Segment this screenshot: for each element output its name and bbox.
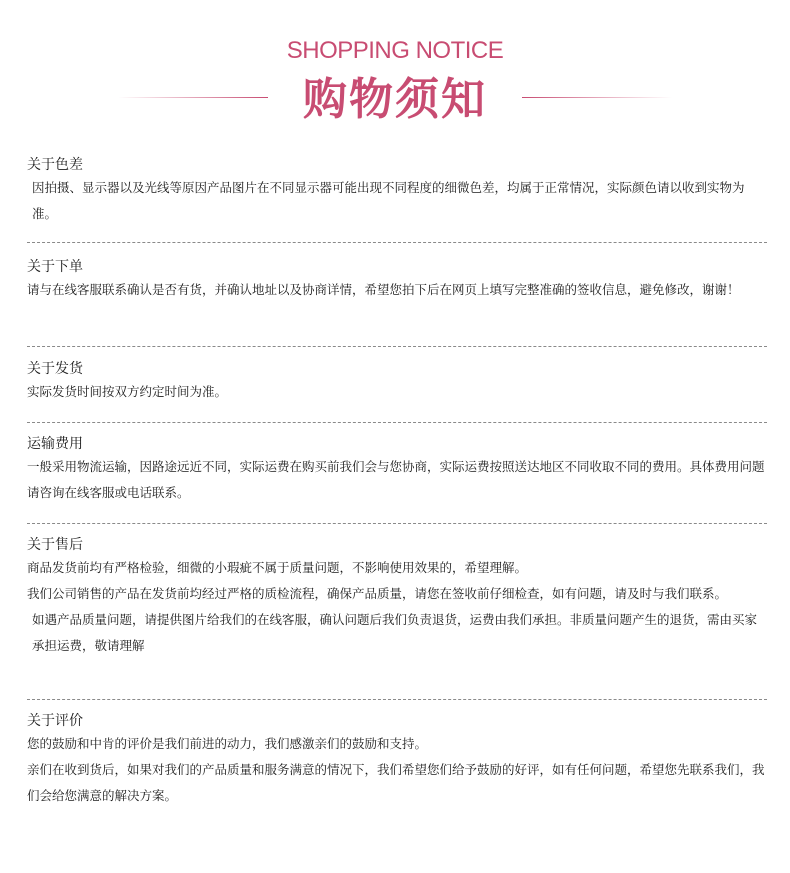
section-paragraph: 实际发货时间按双方约定时间为准。 xyxy=(27,384,228,399)
section-divider xyxy=(27,242,767,243)
section-title: 关于色差 xyxy=(27,157,83,173)
section-divider xyxy=(27,422,767,423)
section-title: 关于售后 xyxy=(27,537,83,553)
section-title: 运输费用 xyxy=(27,436,83,452)
header-rule-right xyxy=(522,97,672,98)
section-title: 关于评价 xyxy=(27,713,83,729)
section-color-difference xyxy=(27,155,767,227)
section-paragraph: 如遇产品质量问题，请提供图片给我们的在线客服，确认问题后我们负责退货，运费由我们承担。非质量问题产生的退货，需由买家承担运费，敬请理解 xyxy=(32,612,758,653)
section-divider xyxy=(27,523,767,524)
section-paragraph: 您的鼓励和中肯的评价是我们前进的动力，我们感激亲们的鼓励和支持。 xyxy=(27,736,428,751)
notice-header xyxy=(0,0,790,150)
section-title: 关于发货 xyxy=(27,361,83,377)
section-paragraph: 请与在线客服联系确认是否有货，并确认地址以及协商详情，希望您拍下后在网页上填写完整准确的签收信息，避免修改，谢谢！ xyxy=(27,282,740,297)
section-paragraph: 亲们在收到货后，如果对我们的产品质量和服务满意的情况下，我们希望您们给予鼓励的好评，如有任何问题，希望您先联系我们，我们会给您满意的解决方案。 xyxy=(27,762,765,803)
section-shipping xyxy=(27,359,767,405)
section-paragraph: 我们公司销售的产品在发货前均经过严格的质检流程，确保产品质量，请您在签收前仔细检查，如有问题，请及时与我们联系。 xyxy=(27,586,728,601)
section-shipping-cost xyxy=(27,434,767,506)
section-paragraph: 商品发货前均有严格检验，细微的小瑕疵不属于质量问题，不影响使用效果的，希望理解。 xyxy=(27,560,528,575)
section-title: 关于下单 xyxy=(27,259,83,275)
header-subtitle: SHOPPING NOTICE xyxy=(286,37,504,64)
section-after-sales xyxy=(27,535,767,659)
section-ordering xyxy=(27,257,767,303)
header-title: 购物须知 xyxy=(303,74,487,125)
section-reviews xyxy=(27,711,767,809)
section-paragraph: 一般采用物流运输，因路途远近不同，实际运费在购买前我们会与您协商，实际运费按照送达地区不同收取不同的费用。具体费用问题请咨询在线客服或电话联系。 xyxy=(27,459,765,500)
section-divider xyxy=(27,346,767,347)
section-divider xyxy=(27,699,767,700)
section-paragraph: 因拍摄、显示器以及光线等原因产品图片在不同显示器可能出现不同程度的细微色差，均属于正常情况，实际颜色请以收到实物为准。 xyxy=(32,180,745,221)
